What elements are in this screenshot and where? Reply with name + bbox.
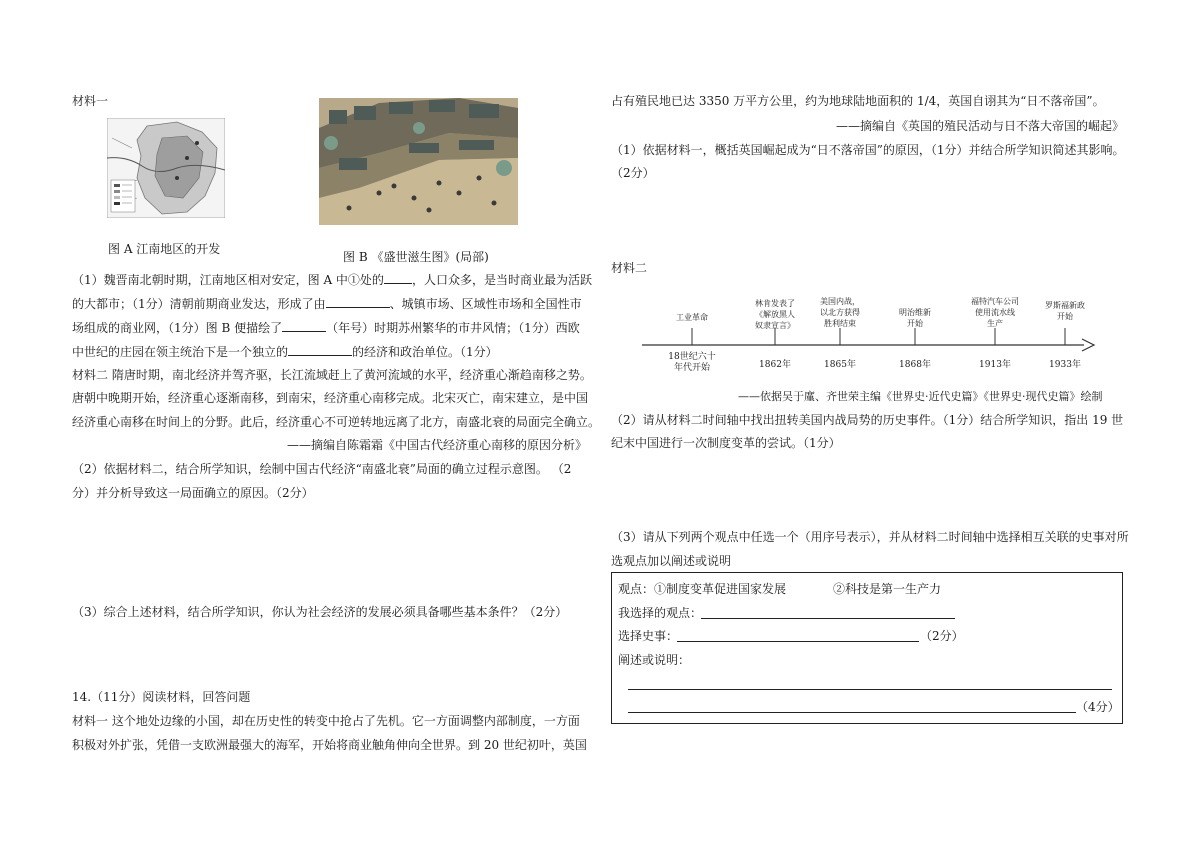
timeline-event-label: 以北方获得 [820, 308, 860, 317]
q1-line-3-text-b: （年号）时期苏州繁华的市井风情；（1分）西欧 [326, 321, 580, 335]
timeline-date-1862 [750, 360, 800, 371]
q1-line-3-text-a: 场组成的商业网，（1分）图 B 便描绘了 [72, 321, 283, 335]
figure-a-caption: 图 A 江南地区的开发 [108, 242, 221, 256]
timeline-event-label: 开始 [1057, 312, 1073, 321]
timeline-event-label: 奴隶宣言》 [755, 321, 795, 330]
material-1-source: ——摘编自《英国的殖民活动与日不落大帝国的崛起》 [836, 119, 1125, 133]
explain-score: （4分） [1076, 700, 1120, 714]
timeline-date-text: 1913年 [979, 360, 1011, 370]
timeline-event-label: 工业革命 [676, 313, 708, 322]
my-view-blank[interactable] [701, 618, 955, 619]
right-q2-line-2: 纪末中国进行一次制度变革的尝试。（1分） [611, 436, 841, 450]
q1-line-2-text-a: 的大都市；（1分）清朝前期商业发达，形成了由 [72, 297, 326, 311]
choose-event-label: 选择史事： [618, 629, 679, 643]
material-2-source: ——摘编自陈霜霜《中国古代经济重心南移的原因分析》 [287, 438, 588, 452]
my-view-label: 我选择的观点： [618, 606, 703, 620]
q2-line-1: （2）依据材料二，结合所学知识，绘制中国古代经济“南盛北衰”局面的确立过程示意图。 （2 [72, 462, 572, 476]
timeline-date-text: 1862年 [759, 360, 791, 370]
timeline-event-ford [962, 296, 1028, 329]
explain-label: 阐述或说明： [618, 653, 691, 667]
explain-blank-2[interactable] [628, 712, 1076, 713]
explain-blank-1[interactable] [628, 689, 1112, 690]
q14-material-1-line-1: 材料一 这个地处边缘的小国，却在历史性的转变中抢占了先机。它一方面调整内部制度，一方面 [72, 714, 580, 728]
timeline-source: ——依据吴于廑、齐世荣主编《世界史·近代史篇》《世界史·现代史篇》绘制 [738, 390, 1103, 403]
material-2-line-3: 经济重心南移在时间上的分野。此后，经济重心不可逆转地远离了北方，南盛北衰的局面完全确立。 [72, 415, 601, 429]
right-q1-line-1: （1）依据材料一，概括英国崛起成为“日不落帝国”的原因，（1分）并结合所学知识简述其影响。 [611, 143, 1125, 157]
timeline-date-1933 [1040, 360, 1090, 371]
q1-line-2-text-b: 、城镇市场、区域性市场和全国性市 [389, 297, 582, 311]
q1-line-1-text-b: ，人口众多，是当时商业最为活跃 [411, 273, 592, 287]
q3-question: （3）综合上述材料，结合所学知识，你认为社会经济的发展必须具备哪些基本条件？（2分） [72, 605, 568, 619]
timeline-event-label: 使用流水线 [975, 308, 1015, 317]
q1-line-4-text-a: 中世纪的庄园在领主统治下是一个独立的 [72, 345, 289, 359]
timeline-date-text: 1868年 [899, 360, 931, 370]
q2-line-2: 分）并分析导致这一局面确立的原因。（2分） [72, 486, 314, 500]
q1-line-1 [72, 271, 592, 288]
right-q1-line-2: （2分） [611, 166, 655, 180]
material-1-continued: 占有殖民地已达 3350 万平方公里，约为地球陆地面积的 1/4，英国自诩其为“日不落帝国”。 [611, 94, 1105, 108]
answer-blank[interactable] [384, 271, 412, 284]
answer-blank[interactable] [326, 295, 390, 308]
right-material-2-label: 材料二 [611, 261, 648, 275]
q1-line-2 [72, 295, 582, 312]
timeline-date-1865 [815, 360, 865, 371]
timeline-date-1868 [890, 360, 940, 371]
choose-event-score: （2分） [920, 629, 964, 643]
figure-a-map [107, 118, 225, 218]
figure-b-caption: 图 B 《盛世滋生图》(局部) [343, 250, 489, 264]
timeline-event-label: 《解放黑人 [755, 310, 795, 319]
right-q3-line-2: 选观点加以阐述或说明 [611, 554, 732, 568]
choose-event-blank[interactable] [677, 641, 919, 642]
left-material-1-label: 材料一 [72, 94, 109, 108]
timeline-event-label: 美国内战， [820, 297, 860, 306]
figure-b-painting [319, 98, 518, 225]
timeline-date-text: 1865年 [824, 360, 856, 370]
timeline-date-18c [657, 352, 727, 374]
answer-box [611, 572, 1123, 724]
timeline-date-text: 1933年 [1049, 360, 1081, 370]
material-2-line-2: 唐朝中晚期开始，经济重心逐渐南移，到南宋，经济重心南移完成。北宋灭亡，南宋建立，是中国 [72, 391, 589, 405]
q14-material-1-line-2: 积极对外扩张，凭借一支欧洲最强大的海军，开始将商业触角伸向全世界。到 20 世纪初叶，英国 [72, 738, 587, 752]
timeline-event-label: 明治维新 [899, 308, 931, 317]
view-2: ②科技是第一生产力 [833, 582, 942, 596]
q1-line-4-text-b: 的经济和政治单位。（1分） [352, 345, 498, 359]
q1-line-1-text-a: （1）魏晋南北朝时期，江南地区相对安定，图 A 中①处的 [72, 273, 384, 287]
timeline-event-industrial-revolution [662, 312, 722, 323]
timeline-event-label: 罗斯福新政 [1045, 301, 1085, 310]
right-q3-line-1: （3）请从下列两个观点中任选一个（用序号表示），并从材料二时间轴中选择相互关联的史事对所 [611, 530, 1129, 544]
timeline-date-text: 年代开始 [673, 363, 710, 373]
answer-blank[interactable] [288, 343, 352, 356]
material-2-line-1: 材料二 隋唐时期，南北经济并驾齐驱，长江流域赶上了黄河流域的水平，经济重心渐趋南移之势。 [72, 368, 592, 382]
timeline [640, 290, 1100, 382]
right-q2-line-1: （2）请从材料二时间轴中找出扭转美国内战局势的历史事件。（1分）结合所学知识，指出 19 世 [611, 413, 1124, 427]
timeline-event-label: 开始 [907, 319, 923, 328]
q1-line-4 [72, 343, 498, 360]
views-label: 观点：①制度变革促进国家发展 [618, 582, 787, 596]
timeline-date-1913 [970, 360, 1020, 371]
timeline-event-label: 胜利结束 [824, 319, 856, 328]
q1-line-3 [72, 319, 580, 336]
timeline-event-label: 林肯发表了 [755, 299, 795, 308]
timeline-date-text: 18世纪六十 [668, 352, 716, 362]
timeline-event-meiji [887, 307, 943, 329]
timeline-event-label: 福特汽车公司 [971, 297, 1019, 306]
timeline-event-emancipation [745, 298, 805, 331]
timeline-event-new-deal [1034, 300, 1096, 322]
q14-title: 14.（11分）阅读材料，回答问题 [72, 690, 251, 704]
timeline-event-civil-war-end [812, 296, 868, 329]
timeline-event-label: 生产 [987, 319, 1003, 328]
answer-blank[interactable] [282, 319, 326, 332]
